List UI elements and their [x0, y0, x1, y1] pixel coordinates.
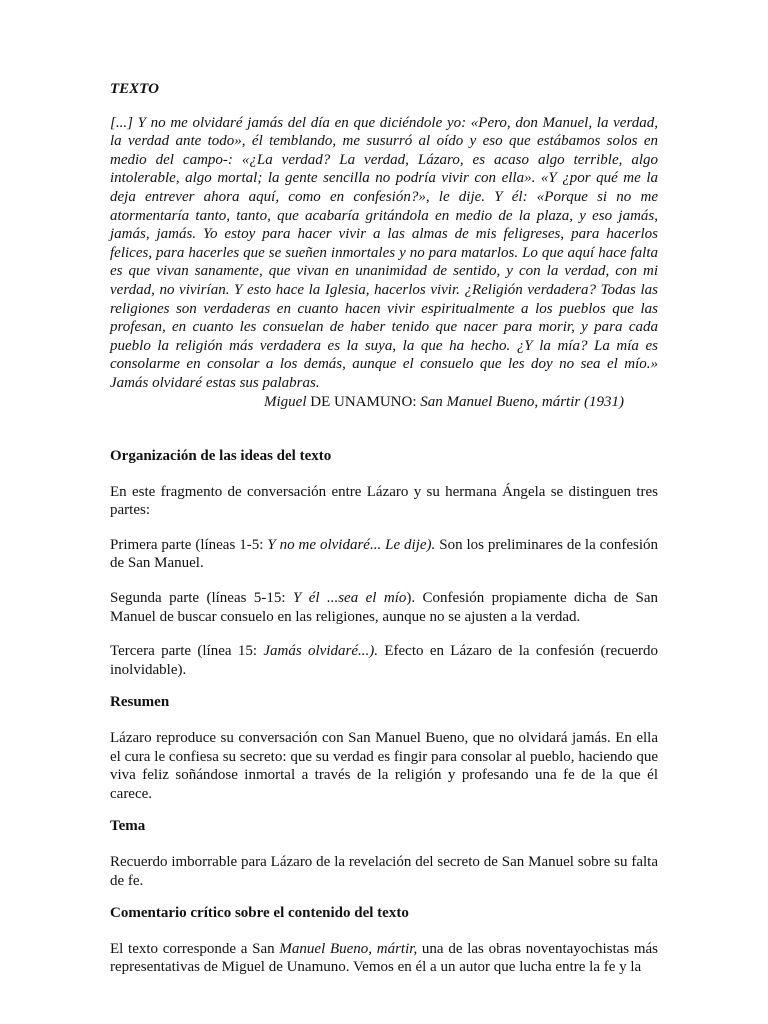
organizacion-parte-2: [110, 589, 658, 626]
author-first-name: Miguel: [264, 393, 307, 410]
resumen-text: Lázaro reproduce su conversación con San Manuel Bueno, que no olvidará jamás. En ella el cura le confiesa su secreto: que su verdad es fingir para consolar al pueblo, haciendo que viva feliz soñándose inmortal a través de la religión y profesando una fe de la que él carece.: [110, 730, 658, 802]
comentario-body: una de las obras noventayochistas más representativas de Miguel de Unamuno. Vemos en él a un autor que lucha entre la fe y la: [110, 940, 658, 976]
parte-3-desc: Efecto en Lázaro de la confesión (recuerdo inolvidable).: [110, 643, 659, 678]
work-title: San Manuel Bueno, mártir (1931): [420, 393, 624, 410]
organizacion-parte-3: [110, 642, 658, 679]
parte-1-desc: Son los preliminares de la confesión de San Manuel.: [110, 536, 658, 572]
organizacion-heading: Organización de las ideas del texto: [110, 448, 332, 465]
parte-1-lead: Primera parte (líneas 1-5:: [110, 536, 268, 553]
comentario-text: [110, 940, 658, 977]
parte-1-quote: Y no me olvidaré... Le dije).: [267, 536, 436, 553]
comentario-heading: Comentario crítico sobre el contenido del texto: [110, 905, 409, 922]
organizacion-intro: En este fragmento de conversación entre Lázaro y su hermana Ángela se distinguen tres partes:: [110, 483, 658, 519]
document-page: [110, 80, 658, 993]
parte-3-quote: Jamás olvidaré...).: [263, 643, 379, 660]
parte-3-lead: Tercera parte (línea 15:: [110, 643, 264, 660]
resumen-heading: Resumen: [110, 694, 170, 711]
author-last-name: DE UNAMUNO:: [306, 393, 421, 410]
text-heading: TEXTO: [110, 81, 159, 97]
tema-text: Recuerdo imborrable para Lázaro de la revelación del secreto de San Manuel sobre su falta de fe.: [110, 854, 658, 889]
parte-2-quote: Y él ...sea el mío: [292, 590, 407, 607]
comentario-work-title: Manuel Bueno, mártir,: [279, 940, 418, 957]
organizacion-parte-1: [110, 536, 658, 573]
comentario-lead: El texto corresponde a San: [110, 940, 280, 957]
quoted-passage: [...] Y no me olvidaré jamás del día en que diciéndole yo: «Pero, don Manuel, la verdad, la verdad ante todo», él temblando, me susurró al oído y eso que estábamos solos en medio del campo-: «¿La verdad? La verdad, Lázaro, es acaso algo terrible, algo intolerable, algo mortal; la gente sencilla no podría vivir con ella». «Y ¿por qué me la deja entrever ahora aquí, como en confesión?», le dije. Y él: «Porque si no me atormentaría tanto, tanto, que acabaría gritándola en medio de la plaza, y eso jamás, jamás, jamás. Yo estoy para hacer vivir a las almas de mis feligreses, para hacerlos felices, para hacerles que se sueñen inmortales y no para matarlos. Lo que aquí hace falta es que vivan sanamente, que vivan en unanimidad de sentido, y con la verdad, con mi verdad, no vivirían. Y esto hace la Iglesia, hacerlos vivir. ¿Religión verdadera? Todas las religiones son verdaderas en cuanto hacen vivir espiritualmente a los pueblos que las profesan, en cuanto les consuelan de haber tenido que nacer para morir, y para cada pueblo la religión más verdadera es la suya, la que ha hecho. ¿Y la mía? La mía es consolarme en consolar a los demás, aunque el consuelo que les doy no sea el mío.» Jamás olvidaré estas sus palabras.: [110, 114, 658, 391]
citation-signature: [110, 393, 658, 412]
parte-2-desc: ). Confesión propiamente dicha de San Manuel de buscar consuelo en las religiones, aunque no se ajusten a la verdad.: [110, 590, 659, 625]
tema-heading: Tema: [110, 818, 146, 835]
parte-2-lead: Segunda parte (líneas 5-15:: [110, 590, 293, 607]
